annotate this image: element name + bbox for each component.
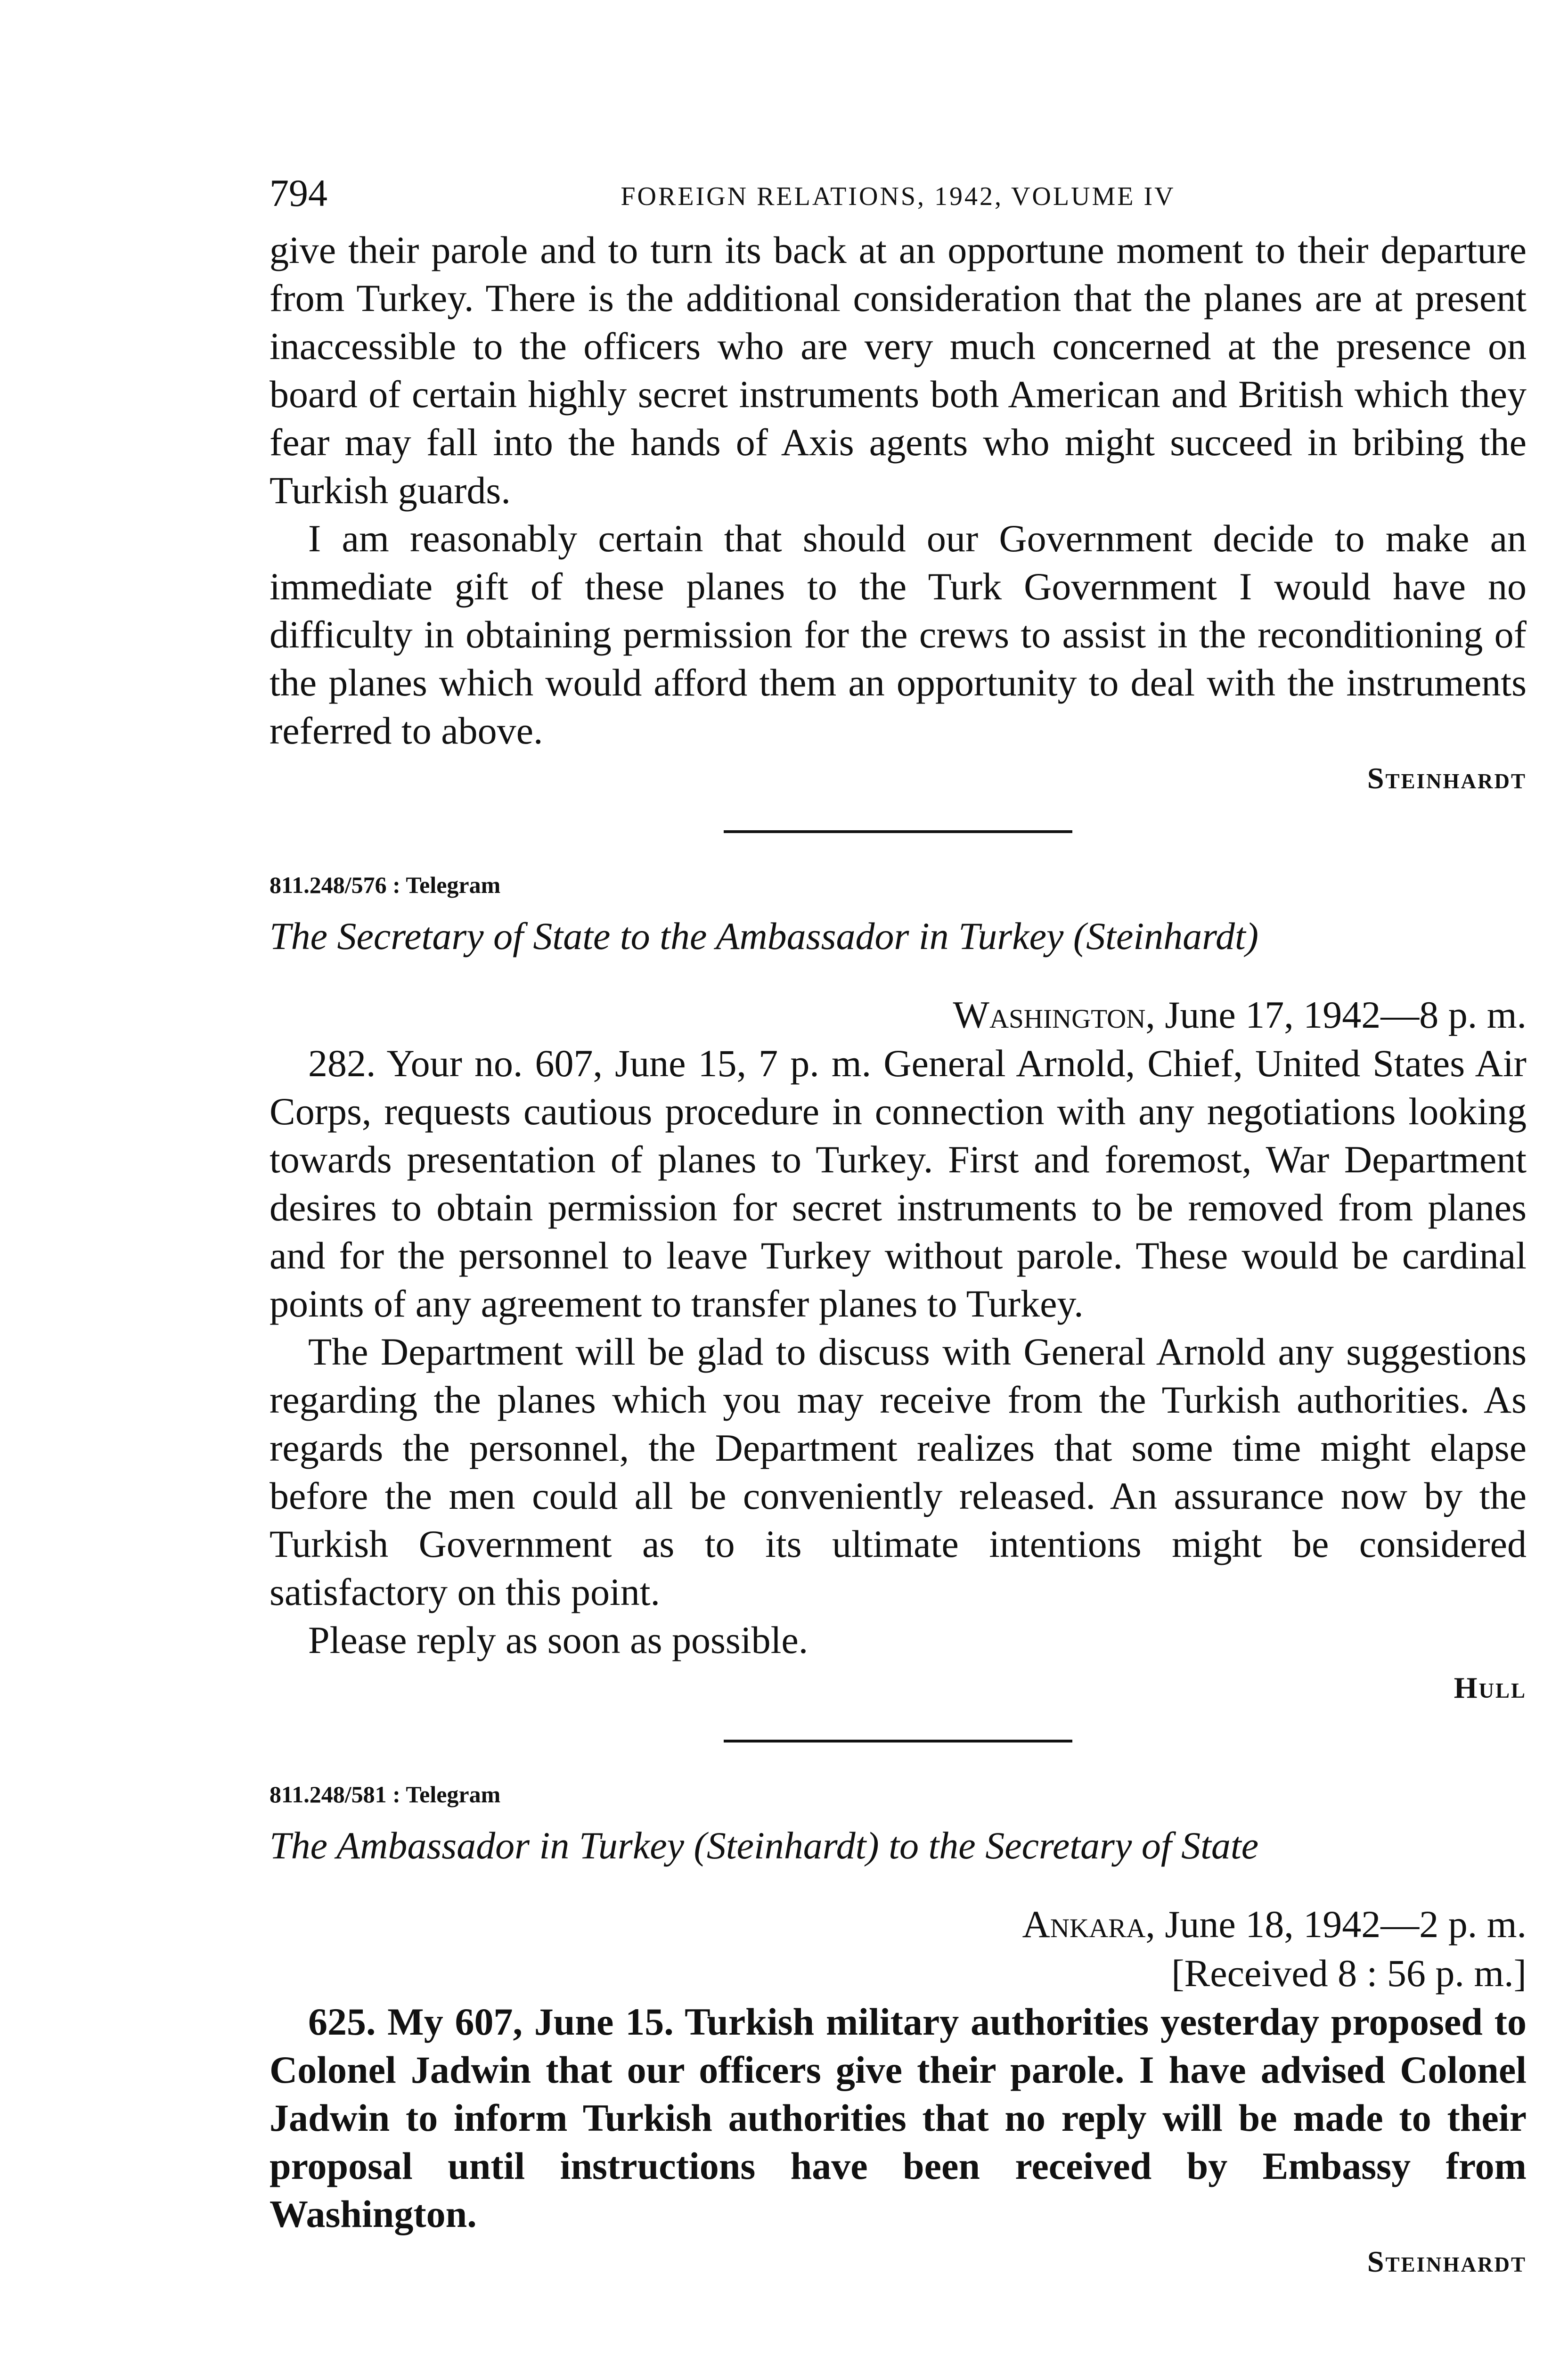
document-page	[270, 170, 1527, 2285]
section-continuation	[270, 226, 1527, 802]
file-reference: 811.248/576 : Telegram	[270, 872, 501, 898]
dateline-place: Washington	[953, 993, 1146, 1036]
signature: Steinhardt	[1367, 2245, 1527, 2278]
document-telegram-625	[270, 1775, 1527, 2285]
dateline	[270, 1900, 1527, 1949]
running-header	[270, 170, 1527, 226]
file-reference: 811.248/581 : Telegram	[270, 1781, 501, 1808]
received-note: [Received 8 : 56 p. m.]	[1171, 1952, 1527, 1995]
signature: Hull	[1454, 1671, 1527, 1704]
document-title: The Secretary of State to the Ambassador in Turkey (Steinhardt)	[270, 915, 1259, 957]
document-telegram-282	[270, 866, 1527, 1711]
dateline-date: , June 18, 1942—2 p. m.	[1145, 1903, 1527, 1946]
body-paragraph: 282. Your no. 607, June 15, 7 p. m. General Arnold, Chief, United States Air Corps, requests cautious procedure in connection with any negotiations looking towards presentation of planes to Turkey. First and foremost, War Department desires to obtain permission for secret instruments to be removed from planes and for the personnel to leave Turkey without parole. These would be cardinal points of any agreement to transfer planes to Turkey.	[270, 1042, 1527, 1325]
dateline-place: Ankara	[1022, 1903, 1146, 1946]
signature: Steinhardt	[1367, 761, 1527, 795]
continuation-paragraph: give their parole and to turn its back at an opportune moment to their departure from Turkey. There is the additional consideration that the planes are at present inaccessible to the officers who are very much concerned at the presence on board of certain highly secret instruments both American and British which they fear may fall into the hands of Axis agents who might succeed in bribing the Turkish guards.	[270, 229, 1527, 512]
section-divider	[724, 830, 1072, 833]
section-divider	[724, 1740, 1072, 1742]
body-paragraph: 625. My 607, June 15. Turkish military authorities yesterday proposed to Colonel Jadwin that our officers give their parole. I have advised Colonel Jadwin to inform Turkish authorities that no reply will be made to their proposal until instructions have been received by Embassy from Washington.	[270, 2000, 1527, 2235]
document-title: The Ambassador in Turkey (Steinhardt) to the Secretary of State	[270, 1824, 1259, 1867]
bold-paragraph-block	[270, 1998, 1527, 2238]
body-paragraph: I am reasonably certain that should our Government decide to make an immediate gift of these planes to the Turk Government I would have no difficulty in obtaining permission for the crews to assist in the reconditioning of the planes which would afford them an opportunity to deal with the instruments referred to above.	[270, 517, 1527, 752]
dateline	[270, 990, 1527, 1039]
body-paragraph: The Department will be glad to discuss with General Arnold any suggestions regarding the planes which you may receive from the Turkish authorities. As regards the personnel, the Department realizes that some time might elapse before the men could all be conveniently released. An assurance now by the Turkish Government as to its ultimate intentions might be considered satisfactory on this point.	[270, 1330, 1527, 1613]
body-paragraph: Please reply as soon as possible.	[308, 1619, 808, 1661]
dateline-date: , June 17, 1942—8 p. m.	[1145, 993, 1527, 1036]
page-number: 794	[270, 172, 327, 214]
running-title: FOREIGN RELATIONS, 1942, VOLUME IV	[621, 182, 1176, 211]
